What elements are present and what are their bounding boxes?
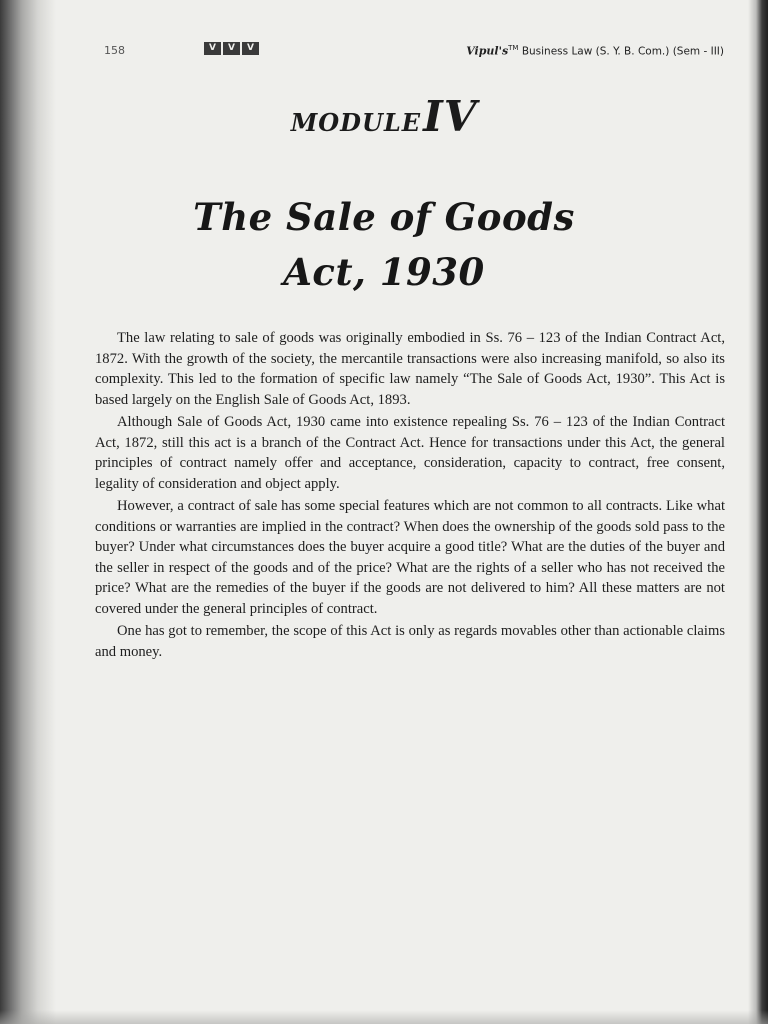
brand-name: Vipul's	[466, 44, 509, 58]
paragraph: One has got to remember, the scope of this Act is only as regards movables other than actionable claims and money.	[95, 623, 725, 660]
logo-letter: V	[204, 42, 221, 55]
module-heading	[0, 92, 768, 141]
trademark-mark: TM	[508, 44, 519, 52]
page-edge	[748, 0, 768, 1024]
module-word: MODULE	[290, 108, 422, 137]
binding-shadow	[0, 0, 56, 1024]
page-number: 158	[104, 44, 125, 57]
paragraph: The law relating to sale of goods was originally embodied in Ss. 76 – 123 of the Indian Contract Act, 1872. With the growth of the society, the mercantile transactions were also increasing manifold, so also its complexity. This led to the formation of specific law namely “The Sale of Goods Act, 1930”. This Act is based largely on the English Sale of Goods Act, 1893.	[95, 330, 725, 408]
paragraph: However, a contract of sale has some special features which are not common to all contracts. Like what conditions or warranties are implied in the contract? When does the ownership of the goods sold pass to the buyer? Under what circumstances does the buyer acquire a good title? What are the duties of the buyer and the seller in respect of the goods and of the price? What are the rights of a seller who has not received the price? What are the remedies of the buyer if the goods are not delivered to him? All these matters are not covered under the general principles of contract.	[95, 498, 725, 617]
book-title: Business Law (S. Y. B. Com.) (Sem - III)	[521, 45, 724, 58]
body-text	[95, 328, 725, 664]
chapter-title	[0, 190, 768, 300]
logo-letter: V	[242, 42, 259, 55]
paragraph: Although Sale of Goods Act, 1930 came into existence repealing Ss. 76 – 123 of the Indian Contract Act, 1872, still this act is a branch of the Contract Act. Hence for transactions under this Act, the general principles of contract namely offer and acceptance, consideration, capacity to contract, free consent, legality of consideration and object apply.	[95, 414, 725, 492]
logo-letter: V	[223, 42, 240, 55]
publisher-logo	[204, 42, 259, 55]
bottom-shadow	[0, 1010, 768, 1024]
running-header	[466, 44, 724, 58]
chapter-title-line-2: Act, 1930	[283, 250, 485, 294]
module-numeral: IV	[423, 92, 478, 141]
chapter-title-line-1: The Sale of Goods	[193, 195, 575, 239]
